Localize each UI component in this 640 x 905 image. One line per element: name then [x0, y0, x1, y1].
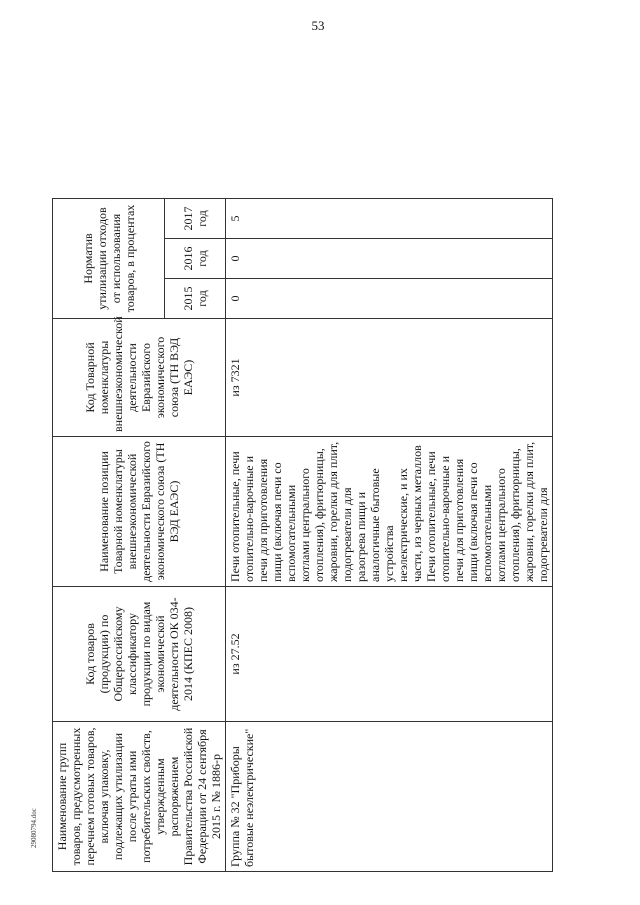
header-year-2017: 2017 год — [165, 198, 226, 238]
header-group-name: Наименование групп товаров, предусмотренных перечнем готовых товаров, включая упаковку, подлежащих утилизации после утраты ими потребительских свойств, утвержденным распоряжением Правительства Российской Федерации от 24 сентября 2015 г. № 1886-р — [53, 722, 226, 872]
header-okpd-code: Код товаров (продукции) по Общероссийскому классификатору продукции по видам экономической деятельности ОК 034-2014 (КПЕС 2008) — [53, 587, 226, 722]
blank-column — [53, 26, 553, 198]
header-year-2015: 2015 год — [165, 279, 226, 319]
page-number: 53 — [311, 18, 325, 33]
rotated-table-area — [52, 27, 612, 872]
header-row-1 — [53, 26, 165, 871]
row-tnved-code: из 7321 — [226, 319, 553, 437]
row-tnved-name: Печи отопительные, печи отопительно-варочные и печи для приготовления пищи (включая печи со вспомогательными котлами центрального отопления), фритюрницы, жаровни, горелки для плит, подогреватели для разогрева пищи и аналогичные бытовые устройства неэлектрические, и их части, из черных металлов Печи отопительные, печи отопительно-варочные и печи для приготовления пищи (включая печи со вспомогательными котлами центрального отопления), фритюрницы, жаровни, горелки для плит, подогреватели для — [226, 437, 553, 587]
header-normativ: Норматив утилизации отходов от использования товаров, в процентах — [53, 198, 165, 318]
row-group-name: Группа № 32 "Приборы бытовые неэлектрические" — [226, 722, 553, 872]
row-value-2017: 5 — [226, 198, 553, 238]
row-okpd-code: из 27.52 — [226, 587, 553, 722]
document-filename: 29080794.doc — [30, 808, 38, 848]
header-tnved-code: Код Товарной номенклатуры внешнеэкономической деятельности Евразийского экономического союза (ТН ВЭД ЕАЭС) — [53, 319, 226, 437]
row-value-2016: 0 — [226, 239, 553, 279]
row-value-2015: 0 — [226, 279, 553, 319]
header-year-2016: 2016 год — [165, 239, 226, 279]
header-tnved-name: Наименование позиции Товарной номенклатуры внешнеэкономической деятельности Евразийского экономического союза (ТН ВЭД ЕАЭС) — [53, 437, 226, 587]
waste-normative-table — [52, 26, 553, 872]
